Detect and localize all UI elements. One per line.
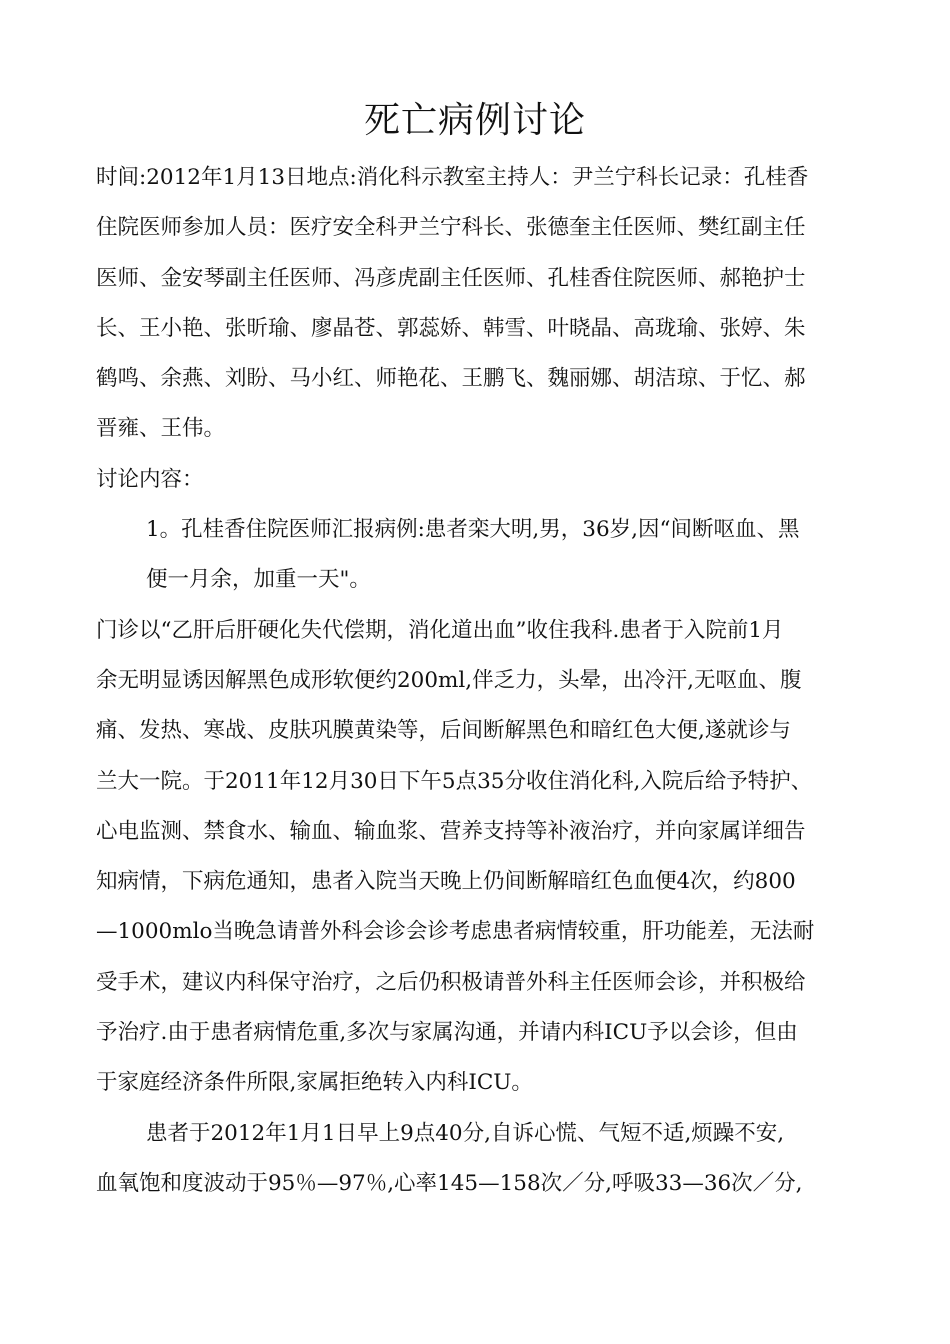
text-line: 受手术，建议内科保守治疗，之后仍积极请普外科主任医师会诊，并积极给 (96, 969, 806, 995)
text-line: 心电监测、禁食水、输血、输血浆、营养支持等补液治疗，并向家属详细告 (96, 818, 806, 844)
text-line: 住院医师参加人员：医疗安全科尹兰宁科长、张德奎主任医师、樊红副主任 (96, 215, 806, 241)
text-line: 鹤鸣、余燕、刘盼、马小红、师艳花、王鹏飞、魏丽娜、胡洁琼、于忆、郝 (96, 366, 806, 392)
numbered-item-line: 便一月余，加重一天"。 (146, 567, 371, 593)
text-line: —1000mlo当晚急请普外科会诊会诊考虑患者病情较重，肝功能差，无法耐 (96, 919, 815, 945)
document-body (96, 153, 874, 1209)
paragraph-start-line: 患者于2012年1月1日早上9点40分,自诉心慌、气短不适,烦躁不安, (146, 1120, 785, 1146)
text-line: 晋雍、王伟。 (96, 416, 226, 442)
text-line: 余无明显诱因解黑色成形软便约200ml,伴乏力，头晕，出冷汗,无呕血、腹 (96, 667, 802, 693)
text-line: 门诊以“乙肝后肝硬化失代偿期，消化道出血”收住我科.患者于入院前1月 (96, 617, 784, 643)
section-heading: 讨论内容： (96, 466, 204, 492)
text-line: 予治疗.由于患者病情危重,多次与家属沟通，并请内科ICU予以会诊，但由 (96, 1020, 798, 1046)
text-line: 知病情，下病危通知，患者入院当天晚上仍间断解暗红色血便4次，约800 (96, 869, 796, 895)
text-line: 长、王小艳、张昕瑜、廖晶苍、郭蕊娇、韩雪、叶晓晶、高珑瑜、张婷、朱 (96, 315, 806, 341)
numbered-item-line: 1。孔桂香住院医师汇报病例:患者栾大明,男，36岁,因“间断呕血、黑 (146, 517, 800, 543)
text-line: 血氧饱和度波动于95％—97％,心率145—158次／分,呼吸33—36次／分, (96, 1170, 803, 1196)
text-line: 兰大一院。于2011年12月30日下午5点35分收住消化科,入院后给予特护、 (96, 768, 813, 794)
text-line: 痛、发热、寒战、皮肤巩膜黄染等，后间断解黑色和暗红色大便,遂就诊与 (96, 718, 791, 744)
document-title: 死亡病例讨论 (363, 100, 586, 141)
text-line: 时间:2012年1月13日地点:消化科示教室主持人：尹兰宁科长记录：孔桂香 (96, 165, 809, 190)
text-line: 医师、金安琴副主任医师、冯彦虎副主任医师、孔桂香住院医师、郝艳护士 (96, 265, 806, 291)
text-line: 于家庭经济条件所限,家属拒绝转入内科ICU。 (96, 1070, 533, 1096)
